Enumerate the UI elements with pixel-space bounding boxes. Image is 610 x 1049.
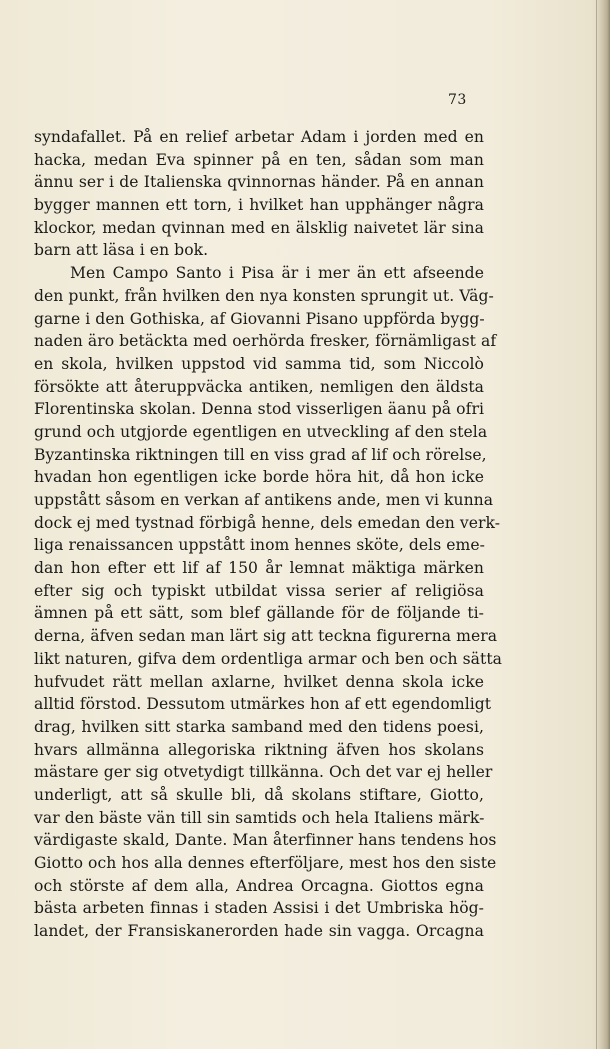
text-line: derna, äfven sedan man lärt sig att teckna figurerna mera [34,627,498,646]
text-line: Byzantinska riktningen till en viss grad af lif och rörelse, [34,445,487,464]
text-line: var den bäste vän till sin samtids och hela Italiens märk- [34,808,485,827]
text-line: mästare ger sig otvetydigt tillkänna. Och det var ej heller [34,763,493,782]
text-line: liga renaissancen uppstått inom hennes sköte, dels eme- [34,536,485,555]
text-line: alltid förstod. Dessutom utmärkes hon af ett egendomligt [34,695,492,714]
text-line: hufvudet rätt mellan axlarne, hvilket denna skola icke [34,672,484,691]
text-line: dock ej med tystnad förbigå henne, dels emedan den verk- [34,513,501,532]
text-line: uppstått såsom en verkan af antikens ande, men vi kunna [34,491,494,509]
text-line: klockor, medan qvinnan med en älsklig naivetet lär sina [34,218,484,237]
text-line: likt naturen, gifva dem ordentliga armar och ben och sätta [34,649,502,668]
text-line: grund och utgjorde egentligen en utveckling af den stela [34,422,488,441]
text-line: naden äro betäckta med oerhörda fresker, förnämligast af [34,332,497,351]
text-line: bygger mannen ett torn, i hvilket han upphänger några [34,196,484,215]
text-line: drag, hvilken sitt starka samband med den tidens poesi, [34,717,484,736]
text-line: garne i den Gothiska, af Giovanni Pisano uppförda bygg- [34,309,485,328]
body-text [34,126,502,943]
text-line: landet, der Fransiskanerorden hade sin vagga. Orcagna [34,922,484,941]
text-line: ännu ser i de Italienska qvinnornas händer. På en annan [34,173,484,192]
text-line: syndafallet. På en relief arbetar Adam i jorden med en [34,128,484,146]
text-line: och störste af dem alla, Andrea Orcagna. Giottos egna [34,876,484,895]
text-line: Men Campo Santo i Pisa är i mer än ett afseende [70,264,484,283]
text-line: ämnen på ett sätt, som blef gällande för de följande ti- [34,604,484,623]
page-number: 73 [448,92,467,108]
text-line: bästa arbeten finnas i staden Assisi i det Umbriska hög- [34,899,484,918]
page-edge [596,0,610,1049]
text-line: den punkt, från hvilken den nya konsten sprungit ut. Väg- [34,286,494,305]
text-line: dan hon efter ett lif af 150 år lemnat mäktiga märken [34,559,484,578]
text-line: Florentinska skolan. Denna stod visserligen äanu på ofri [34,400,484,419]
text-line: barn att läsa i en bok. [34,241,209,260]
text-line: en skola, hvilken uppstod vid samma tid, som Niccolò [34,354,484,373]
text-line: hvars allmänna allegoriska riktning äfven hos skolans [34,740,484,759]
text-line: försökte att återuppväcka antiken, nemligen den äldsta [34,377,484,396]
text-line: hacka, medan Eva spinner på en ten, sådan som man [34,150,484,169]
text-line: Giotto och hos alla dennes efterföljare, mest hos den siste [34,854,497,872]
text-line: underligt, att så skulle bli, då skolans stiftare, Giotto, [34,785,484,804]
text-line: hvadan hon egentligen icke borde höra hit, då hon icke [34,468,484,487]
page-edge-line [596,0,597,1049]
text-line: efter sig och typiskt utbildat vissa serier af religiösa [34,581,484,600]
text-line: värdigaste skald, Dante. Man återfinner hans tendens hos [34,831,497,850]
